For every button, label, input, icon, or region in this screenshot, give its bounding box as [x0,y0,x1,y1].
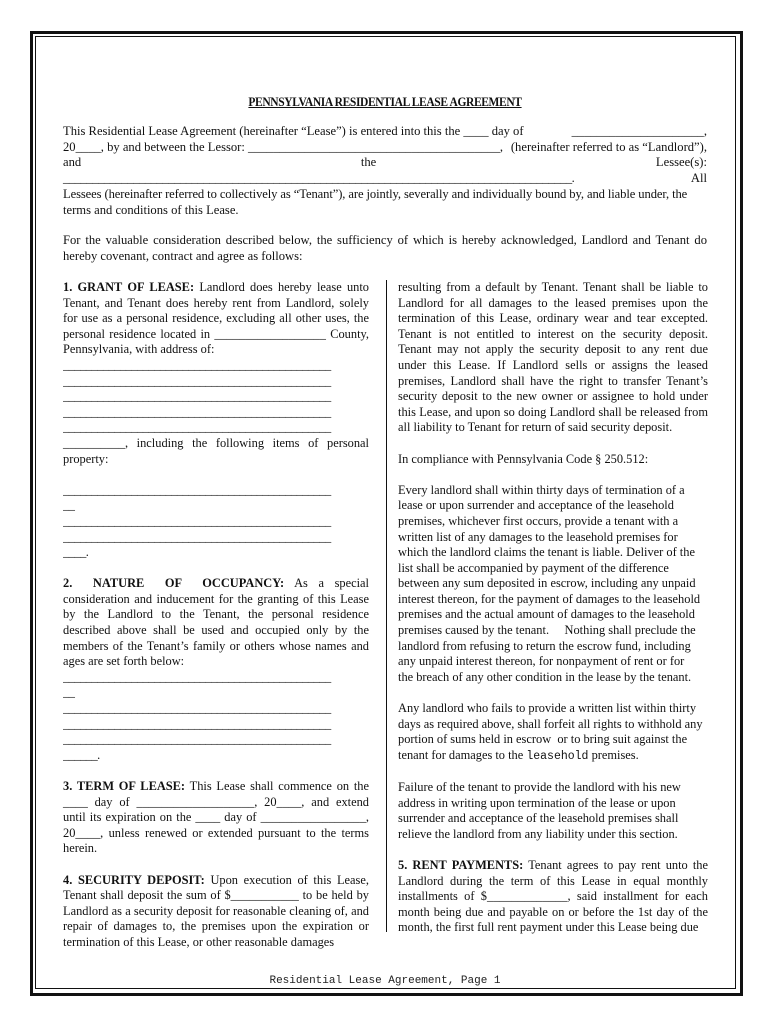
section-grant-of-lease: 1. GRANT OF LEASE: Landlord does hereby lease unto Tenant, and Tenant does hereby rent from Landlord, solely for use as a personal residence, excluding all other uses, the personal residence located in __________________ County, Pennsylvania, with address of: _______________________________________________ _______________________________________________ _______________________________________________ _______________________________________________ _______________________________________________ __________, including the following items of personal property: _______________________________________________ __ _______________________________________________ _______________________________________________ ____. [63,280,369,560]
section-heading: 3. TERM OF LEASE: [63,779,186,793]
date-month-blank[interactable]: _____________________, [571,124,707,138]
address-blank[interactable]: _______________________________________________ [63,357,331,372]
section-heading: 4. SECURITY DEPOSIT: [63,872,205,887]
deposit-continued: resulting from a default by Tenant. Tenant shall be liable to Landlord for all damages to the leased premises upon the termination of this Lease, ordinary wear and tear excepted. Tenant is not entitled to interest on the security deposit. Tenant may not apply the security deposit to any rent due under this Lease. If Landlord sells or assigns the leased premises, Landlord shall have the right to transfer Tenant’s security deposit to the new owner or assignee to hold under this Lease, and upon so doing Landlord shall be released from all liability to Tenant for return of said security deposit. [398,280,708,435]
document-title: PENNSYLVANIA RESIDENTIAL LEASE AGREEMENT [248,95,522,109]
section-term-of-lease: 3. TERM OF LEASE: This Lease shall commence on the ____ day of ___________________, 20____, and extend until its expiration on the ____ day of _________________, 20____, unless renewed or extended pursuant to the terms herein. [63,779,369,856]
occupant-blank[interactable]: __ [63,685,75,700]
section-security-deposit: 4. SECURITY DEPOSIT: Upon execution of this Lease, Tenant shall deposit the sum of $___________ to be held by Landlord as a security deposit for reasonable cleaning of, and repair of damages to, the premises upon the expiration or termination of this Lease, or other reasonable damages [63,872,369,949]
code-paragraph-1: Every landlord shall within thirty days of termination of a lease or upon surrender and acceptance of the leasehold premises, whichever first occurs, provide a tenant with a written list of any damages to the leasehold premises for which the landlord claims the tenant is liable. Deliver of the list shall be accompanied by payment of the difference between any sum deposited in escrow, including any unpaid interest thereon, for the payment of damages to the leasehold premises and the actual amount of damages to the leasehold premises caused by the tenant. Nothing shall preclude the landlord from refusing to return the escrow fund, including any unpaid interest thereon, for nonpayment of rent or for the breach of any other condition in the lease by the tenant. [398,482,701,684]
property-blank[interactable]: __ [63,498,75,513]
address-blank[interactable]: _______________________________________________ [63,389,331,404]
left-column [63,280,369,951]
intro-paragraph [63,124,707,218]
lessee-blank[interactable]: _______________________________________________________________________________________. [63,171,575,186]
compliance-statement: In compliance with Pennsylvania Code § 250.512: [398,451,649,466]
section-rent-payments: 5. RENT PAYMENTS: Tenant agrees to pay rent unto the Landlord during the term of this Lease in equal monthly installments of $_____________, said installment for each month being due and payable on or before the 1st day of the month, the first full rent payment under this Lease being due [398,857,708,935]
property-blank[interactable]: _______________________________________________ [63,513,331,528]
consideration-paragraph: For the valuable consideration described below, the sufficiency of which is hereby acknowledged, Landlord and Tenant do hereby covenant, contract and agree as follows: [63,233,707,263]
occupant-blank[interactable]: _______________________________________________ [63,669,331,684]
property-blank[interactable]: _______________________________________________ [63,529,331,544]
occupant-blank[interactable]: _______________________________________________ [63,732,331,747]
occupant-blank[interactable]: _______________________________________________ [63,701,331,716]
intro-line-4: _______________________________________________________________________________________. All [63,171,707,186]
section-heading: 2. NATURE OF OCCUPANCY: [63,576,285,591]
column-divider [386,280,387,932]
page-footer: Residential Lease Agreement, Page 1 [269,975,501,987]
section-heading: 5. RENT PAYMENTS: [398,857,524,872]
occupant-blank[interactable]: ______. [63,747,100,762]
address-blank[interactable]: _______________________________________________ [63,404,331,419]
right-column [398,280,708,936]
lessor-blank[interactable]: 20____, by and between the Lessor: ________________________________________, [63,139,504,154]
section-heading: 1. GRANT OF LEASE: [63,280,195,294]
address-blank[interactable]: _______________________________________________ [63,373,331,388]
code-paragraph-2: Any landlord who fails to provide a written list within thirty days as required above, shall forfeit all rights to withhold any portion of sums held in escrow or to bring suit against the tenant for damages to the leasehold premises. [398,701,703,763]
intro-line-1: This Residential Lease Agreement (hereinafter “Lease”) is entered into this the ____ day of _____________________, [63,124,707,138]
occupant-blank[interactable]: _______________________________________________ [63,716,331,731]
intro-line-3: and the Lessee(s): [63,155,707,170]
section-nature-of-occupancy: 2. NATURE OF OCCUPANCY: As a special consideration and inducement for the granting of this Lease by the Landlord to the Tenant, the personal residence described above shall be used and occupied only by the members of the Tenant’s family or others whose names and ages are set forth below: _______________________________________________ __ _______________________________________________ _______________________________________________ _______________________________________________ ______. [63,576,369,762]
intro-line-6: terms and conditions of this Lease. [63,202,239,217]
code-paragraph-3: Failure of the tenant to provide the landlord with his new address in writing upon termination of the lease or upon surrender and acceptance of the leasehold premises shall relieve the landlord from any liability under this section. [398,780,681,841]
property-blank[interactable]: _______________________________________________ [63,482,331,497]
property-blank[interactable]: ____. [63,545,89,560]
address-blank[interactable]: _______________________________________________ [63,420,331,435]
intro-line-5: Lessees (hereinafter referred to collectively as “Tenant”), are jointly, severally and individually bound by, and liable under, the [63,186,688,201]
intro-line-2: 20____, by and between the Lessor: ________________________________________, (hereinafter referred to as “Landlord”), [63,139,707,154]
